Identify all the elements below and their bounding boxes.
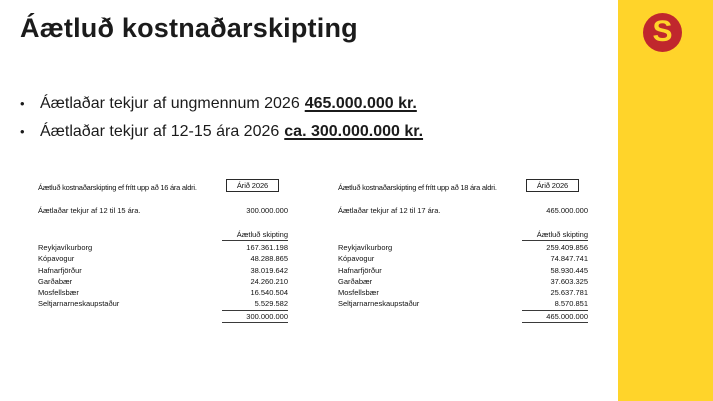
column-header: Áætluð skipting: [522, 229, 588, 241]
table-header: [338, 179, 588, 193]
table-row: [338, 276, 588, 287]
row-label: Hafnarfjörður: [38, 265, 82, 275]
row-value: 38.019.642: [250, 265, 288, 275]
row-value: 8.570.851: [554, 299, 588, 309]
table-body: [338, 242, 588, 310]
logo-letter: S: [652, 14, 673, 48]
revenue-value: 465.000.000: [546, 206, 588, 215]
table-row: [338, 298, 588, 309]
table-row: [338, 287, 588, 298]
straeto-logo-icon: [643, 13, 682, 52]
table-row: [338, 265, 588, 276]
column-header: Áætluð skipting: [222, 229, 288, 241]
list-item: [20, 122, 610, 141]
table-row: [38, 298, 288, 309]
row-label: Mosfellsbær: [38, 288, 79, 298]
table-row: [38, 253, 288, 264]
bullet-list: [20, 94, 610, 150]
row-value: 74.847.741: [550, 254, 588, 264]
year-box: Árið 2026: [226, 179, 279, 192]
table-total: 465.000.000: [522, 310, 588, 323]
table-body: [38, 242, 288, 310]
row-label: Seltjarnarneskaupstaður: [38, 299, 120, 309]
year-box: Árið 2026: [526, 179, 579, 192]
row-label: Garðabær: [338, 276, 373, 286]
row-label: Reykjavíkurborg: [38, 243, 93, 252]
table-row: [38, 265, 288, 276]
row-label: Seltjarnarneskaupstaður: [338, 299, 420, 309]
row-value: 37.603.325: [550, 276, 588, 286]
row-value: 167.361.198: [246, 243, 288, 252]
table-row: [38, 242, 288, 253]
table-row: [338, 253, 588, 264]
row-value: 5.529.582: [254, 299, 288, 309]
revenue-row: [38, 205, 288, 216]
row-label: Reykjavíkurborg: [338, 243, 393, 252]
table-header: [38, 179, 288, 193]
revenue-row: [338, 205, 588, 216]
table-row: [38, 287, 288, 298]
table-caption: Áætluð kostnaðarskipting ef frítt upp að 16 ára aldri.: [38, 183, 197, 192]
row-label: Kópavogur: [338, 254, 375, 264]
cost-table-18: [338, 179, 588, 323]
row-value: 48.288.865: [250, 254, 288, 264]
row-label: Hafnarfjörður: [338, 265, 382, 275]
bullet-text: Áætlaðar tekjur af 12-15 ára 2026: [40, 123, 280, 140]
row-value: 24.260.210: [250, 276, 288, 286]
revenue-label: Áætlaðar tekjur af 12 til 17 ára.: [338, 206, 441, 215]
page-title: Áætluð kostnaðarskipting: [20, 13, 358, 43]
revenue-value: 300.000.000: [246, 206, 288, 215]
sidebar: [618, 0, 713, 401]
row-value: 259.409.856: [546, 243, 588, 252]
table-total: 300.000.000: [222, 310, 288, 323]
row-value: 58.930.445: [550, 265, 588, 275]
bullet-icon: •: [20, 96, 25, 111]
table-row: [338, 242, 588, 253]
revenue-label: Áætlaðar tekjur af 12 til 15 ára.: [38, 206, 141, 215]
row-label: Garðabær: [38, 276, 73, 286]
row-value: 25.637.781: [550, 288, 588, 298]
row-label: Mosfellsbær: [338, 288, 379, 298]
bullet-icon: •: [20, 124, 25, 139]
bullet-highlight: ca. 300.000.000 kr.: [284, 123, 424, 140]
row-label: Kópavogur: [38, 254, 75, 264]
bullet-text: Áætlaðar tekjur af ungmennum 2026: [40, 95, 300, 112]
table-caption: Áætluð kostnaðarskipting ef frítt upp að 18 ára aldri.: [338, 183, 497, 192]
table-row: [38, 276, 288, 287]
row-value: 16.540.504: [250, 288, 288, 298]
cost-table-16: [38, 179, 288, 323]
list-item: [20, 94, 610, 113]
bullet-highlight: 465.000.000 kr.: [304, 95, 417, 112]
